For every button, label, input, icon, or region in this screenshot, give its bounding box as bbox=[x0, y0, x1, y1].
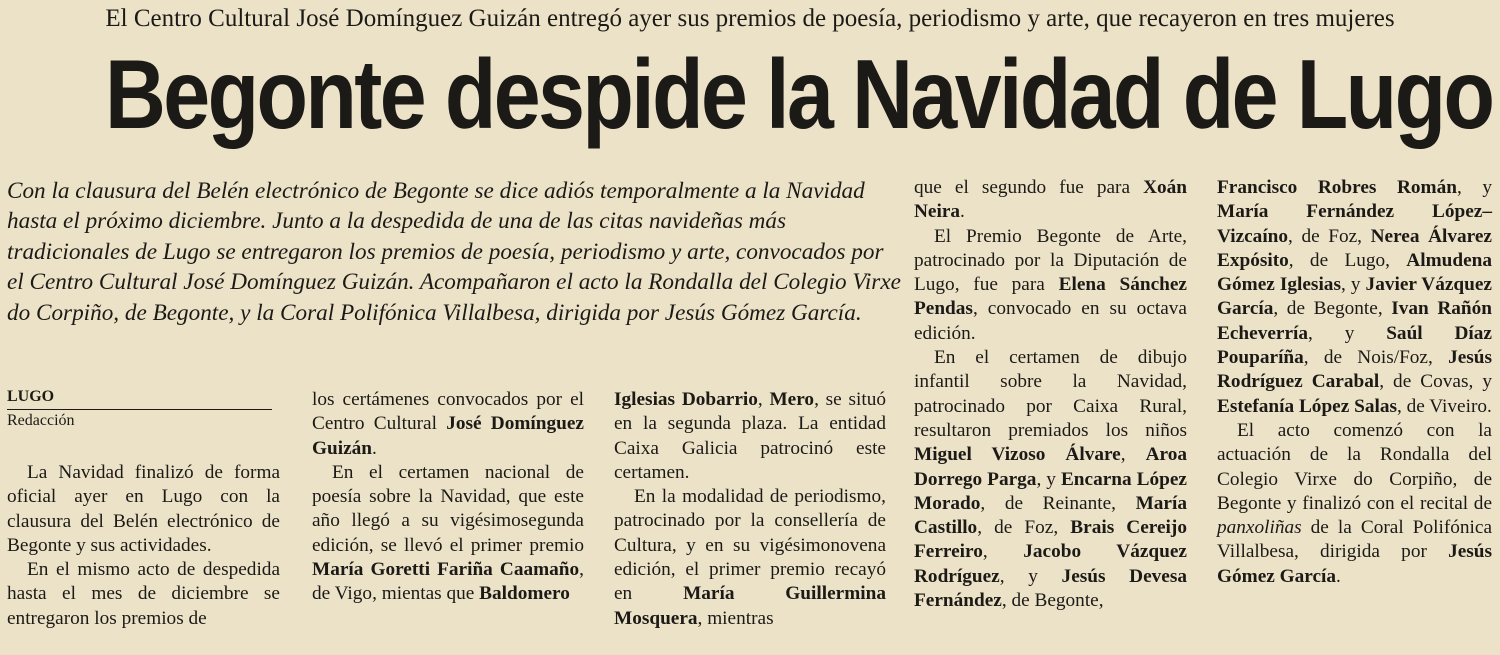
name-bold: Elena Sánchez Pendas bbox=[914, 274, 1187, 320]
text: , y bbox=[1340, 274, 1366, 296]
bleed-through-left bbox=[0, 60, 60, 160]
text: , de Covas, y bbox=[1379, 371, 1492, 393]
text: , de Lugo, bbox=[1288, 249, 1407, 271]
text: , y bbox=[1036, 468, 1061, 490]
text: , se situó en la segunda plaza. La entidad Caixa Galicia patrocinó este certamen. bbox=[614, 389, 886, 483]
text: , de Begonte, bbox=[1273, 298, 1392, 320]
name-bold: Iglesias Dobarrio bbox=[614, 389, 758, 410]
col1-paragraph-1: La Navidad finalizó de forma oficial ayer en Lugo con la clausura del Belén electrónico de Begonte y sus actividades. bbox=[7, 462, 280, 556]
name-bold: Mero bbox=[769, 389, 815, 410]
col2-paragraph-1 bbox=[312, 388, 584, 461]
text: , mientras bbox=[697, 607, 774, 629]
name-bold: Javier Vázquez García bbox=[1217, 274, 1492, 320]
lead-paragraph: Con la clausura del Belén electrónico de Begonte se dice adiós temporalmente a la Navidad hasta el próximo diciembre. Junto a la despedida de una de las citas navideñas más tradicionales de Lugo se entregaron los premios de poesía, periodismo y arte, convocados por el Centro Cultural José Domínguez Guizán. Acompañaron el acto la Rondalla del Colegio Virxe do Corpiño, de Begonte, y la Coral Polifónica Villalbesa, dirigida por Jesús Gómez García. bbox=[7, 178, 901, 326]
name-bold: Francisco Robres Román bbox=[1217, 177, 1457, 198]
column-3 bbox=[614, 388, 886, 631]
name-bold: Jesús Gómez García bbox=[1217, 541, 1492, 587]
name-bold: María Guillermina Mosquera bbox=[614, 583, 886, 629]
text: El Premio Begonte de Arte, patrocinado por la Diputación de Lugo, fue para bbox=[914, 225, 1187, 296]
col4-paragraph-3 bbox=[914, 346, 1187, 613]
text: , de Vigo, mientas que bbox=[312, 559, 584, 605]
text: , de Foz, bbox=[1288, 225, 1371, 247]
text: , de Nois/Foz, bbox=[1303, 347, 1449, 369]
name-bold: Saúl Díaz Pouparíña bbox=[1217, 322, 1492, 369]
name-bold: Estefanía López Salas bbox=[1217, 395, 1397, 417]
name-bold: Jesús Devesa Fernández bbox=[914, 565, 1187, 612]
byline-desk: Redacción bbox=[7, 412, 75, 429]
text: . bbox=[372, 437, 377, 459]
text: , y bbox=[1456, 177, 1492, 198]
text: , y bbox=[1308, 322, 1387, 344]
text: , bbox=[757, 389, 770, 410]
text: que el segundo fue para bbox=[914, 177, 1144, 198]
col4-paragraph-1 bbox=[914, 176, 1187, 225]
text: de la Coral Polifónica Villalbesa, dirigida por bbox=[1217, 517, 1492, 563]
name-bold: José Domínguez Guizán bbox=[312, 413, 584, 459]
name-bold: Ivan Rañón Echeverría bbox=[1217, 298, 1492, 344]
text: En el certamen nacional de poesía sobre la Navidad, que este año llegó a su vigésimosegunda edición, se llevó el primer premio bbox=[312, 461, 584, 556]
headline: Begonte despide la Navidad de Lugo bbox=[105, 39, 1493, 149]
text: , de Begonte, bbox=[1001, 590, 1104, 612]
name-bold: Jacobo Vázquez Rodríguez bbox=[914, 541, 1187, 587]
text: , de Foz, bbox=[977, 517, 1071, 539]
text: . bbox=[960, 201, 965, 223]
italic-word: panxoliñas bbox=[1217, 517, 1302, 539]
col3-paragraph-2 bbox=[614, 485, 886, 631]
name-bold: Encarna López Morado bbox=[914, 468, 1187, 514]
col3-paragraph-1 bbox=[614, 388, 886, 485]
text: , de Reinante, bbox=[980, 492, 1136, 514]
name-bold: Nerea Álvarez Expósito bbox=[1217, 225, 1492, 271]
text: , bbox=[982, 541, 1024, 563]
byline bbox=[7, 386, 272, 432]
text: , convocado en su octava edición. bbox=[914, 298, 1187, 344]
name-bold: María Fernández López–Vizcaíno bbox=[1217, 201, 1492, 247]
text: , de Viveiro. bbox=[1396, 395, 1492, 417]
column-4 bbox=[914, 176, 1187, 613]
text: En la modalidad de periodismo, patrocinado por la consellería de Cultura, y en su vigésimonovena edición, el primer premio recayó en bbox=[614, 486, 886, 605]
name-bold: Baldomero bbox=[479, 583, 570, 605]
kicker: El Centro Cultural José Domínguez Guizán entregó ayer sus premios de poesía, periodismo y arte, que recayeron en tres mujeres bbox=[105, 5, 1395, 32]
name-bold: Almudena Gómez Iglesias bbox=[1217, 249, 1492, 296]
name-bold: María Castillo bbox=[914, 492, 1187, 539]
text: los certámenes convocados por el Centro Cultural bbox=[312, 389, 584, 435]
column-2 bbox=[312, 388, 584, 607]
name-bold: Xoán Neira bbox=[914, 177, 1187, 223]
text: , y bbox=[999, 565, 1062, 587]
col5-paragraph-1 bbox=[1217, 176, 1492, 419]
text: En el certamen de dibujo infantil sobre la Navidad, patrocinado por Caixa Rural, resultaron premiados los niños bbox=[914, 347, 1187, 441]
name-bold: Miguel Vizoso Álvare bbox=[914, 444, 1121, 466]
name-bold: Jesús Rodríguez Carabal bbox=[1217, 347, 1492, 393]
name-bold: Aroa Dorrego Parga bbox=[914, 444, 1187, 490]
text: , bbox=[1120, 444, 1146, 466]
byline-city: LUGO bbox=[7, 388, 55, 405]
name-bold: María Goretti Fariña Caamaño bbox=[312, 559, 580, 581]
column-1 bbox=[7, 461, 280, 631]
col1-paragraph-2: En el mismo acto de despedida hasta el mes de diciembre se entregaron los premios de bbox=[7, 559, 280, 629]
name-bold: Brais Cereijo Ferreiro bbox=[914, 517, 1187, 563]
text: . bbox=[1336, 565, 1341, 587]
col2-paragraph-2 bbox=[312, 461, 584, 607]
col5-paragraph-2 bbox=[1217, 419, 1492, 589]
col4-paragraph-2 bbox=[914, 225, 1187, 346]
text: El acto comenzó con la actuación de la Rondalla del Colegio Virxe do Corpiño, de Begonte y finalizó con el recital de bbox=[1217, 419, 1492, 514]
column-5 bbox=[1217, 176, 1492, 589]
